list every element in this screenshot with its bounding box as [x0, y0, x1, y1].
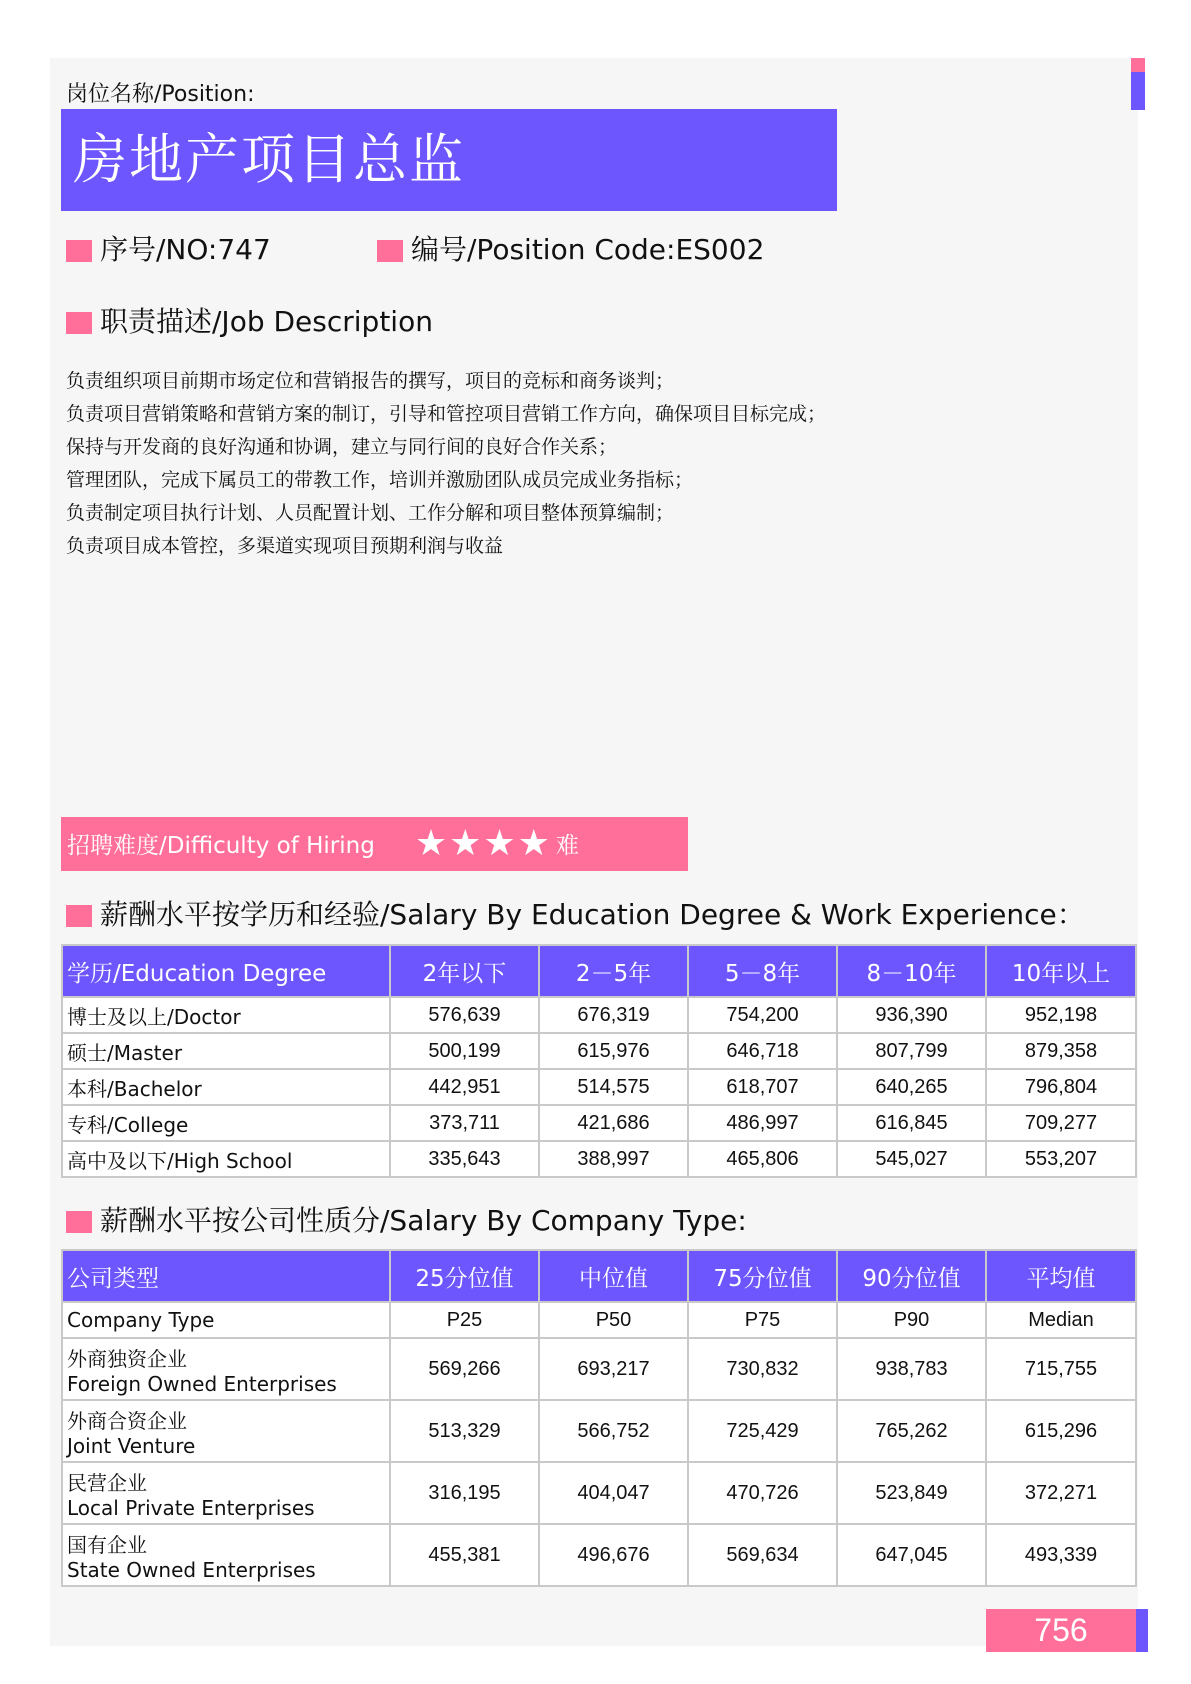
row-label: Company Type [62, 1302, 390, 1338]
table-cell: 952,198 [986, 997, 1136, 1033]
table-cell: 615,296 [986, 1400, 1136, 1462]
table-cell: 493,339 [986, 1524, 1136, 1586]
table-cell: P75 [688, 1302, 837, 1338]
corner-accent-pink [1131, 58, 1145, 72]
row-label-en: Foreign Owned Enterprises [67, 1371, 337, 1396]
table-cell: 640,265 [837, 1069, 986, 1105]
table-row [62, 1462, 1136, 1524]
table-cell: 513,329 [390, 1400, 539, 1462]
table-cell: 616,845 [837, 1105, 986, 1141]
table-row [62, 1524, 1136, 1586]
description-line: 负责项目成本管控，多渠道实现项目预期利润与收益 [66, 535, 504, 557]
row-label: 博士及以上/Doctor [62, 997, 390, 1033]
table-cell: 404,047 [539, 1462, 688, 1524]
position-label: 岗位名称/Position: [66, 82, 255, 107]
table-cell: P90 [837, 1302, 986, 1338]
row-label [62, 1338, 390, 1400]
table-cell: 569,634 [688, 1524, 837, 1586]
table-cell: 709,277 [986, 1105, 1136, 1141]
row-label [62, 1462, 390, 1524]
table-row [62, 1069, 1136, 1105]
table-cell: 730,832 [688, 1338, 837, 1400]
row-label [62, 1400, 390, 1462]
table-cell: 514,575 [539, 1069, 688, 1105]
hiring-difficulty-level: 难 [555, 833, 579, 859]
bullet-square-icon [66, 905, 92, 927]
table-cell: 465,806 [688, 1141, 837, 1177]
row-label: 本科/Bachelor [62, 1069, 390, 1105]
bullet-square-icon [66, 240, 92, 262]
table-cell: 566,752 [539, 1400, 688, 1462]
column-header: 5－8年 [688, 945, 837, 997]
table-cell: 372,271 [986, 1462, 1136, 1524]
description-line: 负责项目营销策略和营销方案的制订，引导和管控项目营销工作方向，确保项目目标完成； [66, 403, 827, 425]
description-line: 管理团队，完成下属员工的带教工作，培训并激励团队成员完成业务指标； [66, 469, 694, 491]
row-label: 专科/College [62, 1105, 390, 1141]
column-header: 75分位值 [688, 1250, 837, 1302]
row-label: 硕士/Master [62, 1033, 390, 1069]
table-cell: 576,639 [390, 997, 539, 1033]
column-header: 平均值 [986, 1250, 1136, 1302]
row-label-en: Joint Venture [67, 1433, 196, 1458]
table-cell: 646,718 [688, 1033, 837, 1069]
table-row [62, 1141, 1136, 1177]
column-header: 25分位值 [390, 1250, 539, 1302]
table-cell: 807,799 [837, 1033, 986, 1069]
table-subheader-row [62, 1302, 1136, 1338]
table-cell: P50 [539, 1302, 688, 1338]
job-description-list [66, 365, 826, 563]
table-cell: 615,976 [539, 1033, 688, 1069]
position-code [377, 232, 764, 268]
hiring-difficulty-bar [61, 817, 688, 871]
column-header: 学历/Education Degree [62, 945, 390, 997]
serial-number [66, 232, 271, 268]
page-number: 756 [986, 1609, 1136, 1652]
bullet-square-icon [377, 240, 403, 262]
table-cell: 569,266 [390, 1338, 539, 1400]
column-header: 2年以下 [390, 945, 539, 997]
column-header: 8－10年 [837, 945, 986, 997]
table-cell: P25 [390, 1302, 539, 1338]
table-header-row [62, 945, 1136, 997]
table-cell: 715,755 [986, 1338, 1136, 1400]
table-cell: 618,707 [688, 1069, 837, 1105]
table-cell: 725,429 [688, 1400, 837, 1462]
table-cell: 373,711 [390, 1105, 539, 1141]
description-line: 负责制定项目执行计划、人员配置计划、工作分解和项目整体预算编制； [66, 502, 675, 524]
table-cell: 936,390 [837, 997, 986, 1033]
page-number-accent [1136, 1609, 1148, 1652]
corner-accent-purple [1131, 72, 1145, 110]
row-label-cn: 外商合资企业 [67, 1408, 187, 1433]
bullet-square-icon [66, 312, 92, 334]
table-row [62, 1400, 1136, 1462]
position-title: 房地产项目总监 [61, 109, 837, 211]
row-label-cn: 外商独资企业 [67, 1346, 187, 1371]
table-cell: 500,199 [390, 1033, 539, 1069]
table-cell: 496,676 [539, 1524, 688, 1586]
table-cell: 388,997 [539, 1141, 688, 1177]
star-rating-icon: ★★★★ [414, 823, 552, 864]
table-cell: 335,643 [390, 1141, 539, 1177]
row-label: 高中及以下/High School [62, 1141, 390, 1177]
row-label-cn: 民营企业 [67, 1470, 147, 1495]
company-salary-table [61, 1249, 1137, 1587]
education-salary-heading: 薪酬水平按学历和经验/Salary By Education Degree & Work Experience： [66, 897, 1085, 933]
table-header-row [62, 1250, 1136, 1302]
table-cell: 442,951 [390, 1069, 539, 1105]
column-header: 中位值 [539, 1250, 688, 1302]
table-cell: 765,262 [837, 1400, 986, 1462]
table-row [62, 997, 1136, 1033]
table-cell: 938,783 [837, 1338, 986, 1400]
position-code-text: 编号/Position Code:ES002 [411, 233, 765, 266]
table-cell: 523,849 [837, 1462, 986, 1524]
table-cell: 486,997 [688, 1105, 837, 1141]
bullet-square-icon [66, 1211, 92, 1233]
table-cell: 879,358 [986, 1033, 1136, 1069]
table-row [62, 1338, 1136, 1400]
table-cell: 676,319 [539, 997, 688, 1033]
serial-number-text: 序号/NO:747 [100, 233, 271, 266]
job-description-heading: 职责描述/Job Description [66, 304, 433, 340]
description-line: 负责组织项目前期市场定位和营销报告的撰写，项目的竞标和商务谈判； [66, 370, 675, 392]
row-label-en: State Owned Enterprises [67, 1557, 316, 1582]
table-row [62, 1105, 1136, 1141]
table-cell: 796,804 [986, 1069, 1136, 1105]
table-cell: 545,027 [837, 1141, 986, 1177]
row-label-en: Local Private Enterprises [67, 1495, 315, 1520]
table-cell: 421,686 [539, 1105, 688, 1141]
description-line: 保持与开发商的良好沟通和协调，建立与同行间的良好合作关系； [66, 436, 618, 458]
education-salary-table [61, 944, 1137, 1178]
table-cell: 316,195 [390, 1462, 539, 1524]
table-cell: 470,726 [688, 1462, 837, 1524]
table-cell: 455,381 [390, 1524, 539, 1586]
table-row [62, 1033, 1136, 1069]
table-cell: 754,200 [688, 997, 837, 1033]
column-header: 90分位值 [837, 1250, 986, 1302]
table-cell: Median [986, 1302, 1136, 1338]
hiring-difficulty-label: 招聘难度/Difficulty of Hiring [67, 833, 375, 859]
table-cell: 647,045 [837, 1524, 986, 1586]
column-header: 10年以上 [986, 945, 1136, 997]
table-cell: 693,217 [539, 1338, 688, 1400]
table-cell: 553,207 [986, 1141, 1136, 1177]
row-label [62, 1524, 390, 1586]
column-header: 公司类型 [62, 1250, 390, 1302]
row-label-cn: 国有企业 [67, 1532, 147, 1557]
company-salary-heading: 薪酬水平按公司性质分/Salary By Company Type: [66, 1203, 747, 1239]
column-header: 2－5年 [539, 945, 688, 997]
